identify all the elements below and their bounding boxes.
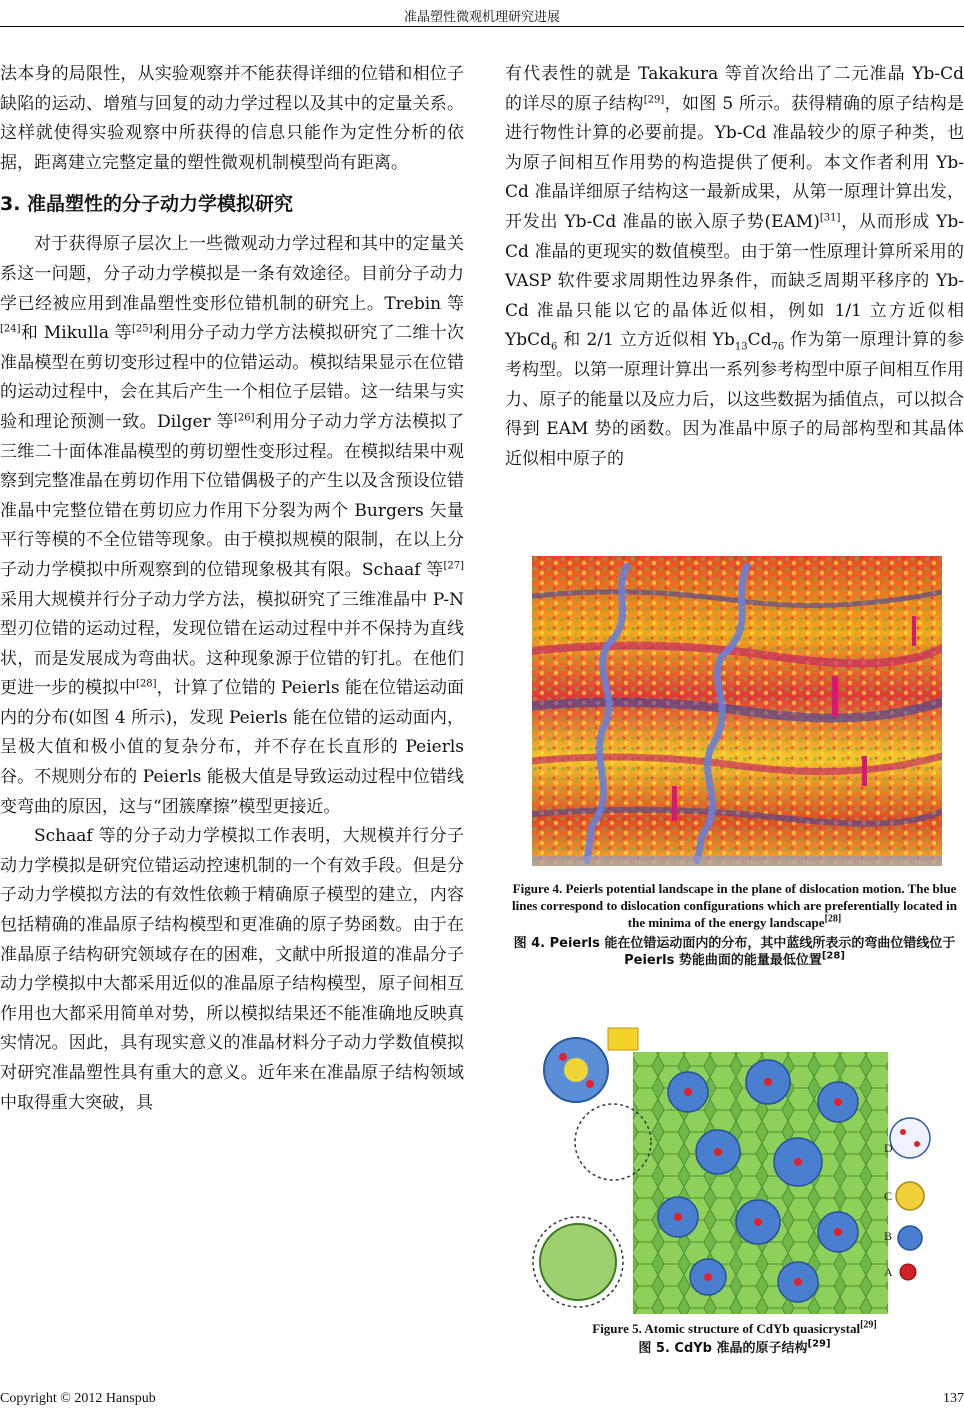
text-run: 和 Mikulla 等 <box>20 323 132 344</box>
left-column <box>0 60 464 1118</box>
page-number: 137 <box>943 1391 964 1406</box>
text-run: 作为第一原理计算的参考构型。以第一原理计算出一系列参考构型中原子间相互作用力、原子的能量以及应力后，以这些数据为插值点，可以拟合得到 EAM 势的函数。因为准晶中原子的局部构型和其晶体近似相中原子的 <box>505 330 964 469</box>
subscript: 6 <box>551 341 558 353</box>
left-paragraph-2 <box>0 230 464 822</box>
right-column <box>505 60 964 474</box>
caption-text: 图 5. CdYb 准晶的原子结构 <box>638 1341 808 1356</box>
citation-ref: [26] <box>234 412 255 424</box>
copyright-footer: Copyright © 2012 Hanspub <box>0 1391 156 1406</box>
inset-green-sphere <box>533 1217 623 1307</box>
citation-ref: [31] <box>819 212 841 224</box>
shell-legend <box>890 1118 930 1280</box>
text-run: 有代表性的就是 Takakura 等首次给出了二元准晶 Yb-Cd 的详尽的原子结构 <box>505 64 964 114</box>
text-run: 采用大规模并行分子动力学方法，模拟研究了三维准晶中 P-N 型刃位错的运动过程，发现位错在运动过程中并不保持为直线状，而是发展成为弯曲状。这种现象源于位错的钉扎。在他们更进一步的模拟中 <box>0 589 464 699</box>
figure-4-caption-en <box>505 880 964 931</box>
citation-ref: [29] <box>860 1319 877 1331</box>
text-run: ，如图 5 所示。获得精确的原子结构是进行物性计算的必要前提。Yb-Cd 准晶较少的原子种类，也为原子间相互作用势的构造提供了便利。本文作者利用 Yb-Cd 准晶详细原子结构这一最新成果，从第一原理计算出发，开发出 Yb-Cd 准晶的嵌入原子势(EAM) <box>505 93 964 232</box>
figure-4-caption-zh <box>505 935 964 969</box>
text-run: Cd <box>747 330 772 351</box>
figure-5-cdyb-structure <box>528 1022 948 1314</box>
caption-text: Figure 4. Peierls potential landscape in the plane of dislocation motion. The blue lines correspond to dislocation configurations which are preferentially located in the minima of the energy landscape <box>511 881 957 930</box>
text-run: ，计算了位错的 Peierls 能在位错运动面内的分布(如图 4 所示)，发现 Peierls 能在位错的运动面内，呈极大值和极小值的复杂分布，并不存在长直形的 Peierls 谷。不规则分布的 Peierls 能极大值是导致运动过程中位错线变弯曲的原因，这与“团簇摩擦”模型更接近。 <box>0 678 464 817</box>
citation-ref: [29] <box>643 93 665 105</box>
left-paragraph-1: 法本身的局限性，从实验观察并不能获得详细的位错和相位子缺陷的运动、增殖与回复的动力学过程以及其中的定量关系。这样就使得实验观察中所获得的信息只能作为定性分析的依据，距离建立完整定量的塑性微观机制模型尚有距离。 <box>0 64 464 173</box>
figure-4-caption <box>505 880 964 969</box>
text-run: 对于获得原子层次上一些微观动力学过程和其中的定量关系这一问题，分子动力学模拟是一条有效途径。目前分子动力学已经被应用到准晶塑性变形位错机制的研究上。Trebin 等 <box>0 234 464 314</box>
citation-ref: [28] <box>821 950 845 962</box>
figure-4-peierls-landscape <box>532 556 942 866</box>
label-b: B <box>884 1229 893 1243</box>
label-d: D <box>884 1141 893 1155</box>
caption-text: 图 4. Peierls 能在位错运动面内的分布，其中蓝线所表示的弯曲位错线位于 Peierls 势能曲面的能量最低位置 <box>513 936 956 968</box>
figure-5-caption-en <box>505 1320 964 1337</box>
text-run: 和 2/1 立方近似相 Yb <box>557 330 735 351</box>
inset-yellow-cluster <box>608 1028 638 1050</box>
citation-ref: [25] <box>131 323 153 335</box>
citation-ref: [27] <box>443 560 464 572</box>
citation-ref: [28] <box>136 678 157 690</box>
running-header: 准晶塑性微观机理研究进展 <box>403 10 560 25</box>
subscript: 13 <box>734 341 748 353</box>
text-run: 利用分子动力学方法模拟研究了二维十次准晶模型在剪切变形过程中的位错运动。模拟结果显示在位错的运动过程中，会在其后产生一个相位子层错。这一结果与实验和理论预测一致。Dilger 等 <box>0 323 464 432</box>
citation-ref: [29] <box>807 1338 831 1350</box>
header-rule <box>0 26 964 27</box>
figure-5-caption-zh <box>505 1340 964 1357</box>
text-run: ，从而形成 Yb-Cd 准晶的更现实的数值模型。由于第一性原理计算所采用的 VASP 软件要求周期性边界条件，而缺乏周期平移序的 Yb-Cd 准晶只能以它的晶体近似相，例如 1/1 立方近似相 YbCd <box>505 211 964 351</box>
subscript: 76 <box>771 341 785 353</box>
label-c: C <box>884 1189 893 1203</box>
citation-ref: [24] <box>0 323 21 335</box>
left-paragraph-3: Schaaf 等的分子动力学模拟工作表明，大规模并行分子动力学模拟是研究位错运动控速机制的一个有效手段。但是分子动力学模拟方法的有效性依赖于精确原子模型的建立，内容包括精确的准晶原子结构模型和更准确的原子势函数。由于在准晶原子结构研究领域存在的困难，文献中所报道的准晶分子动力学模拟中大都采用近似的准晶原子结构模型，原子间相互作用也大都采用简单对势，所以模拟结果还不能准确地反映真实情况。因此，具有现实意义的准晶材料分子动力学数值模拟对研究准晶塑性具有重大的意义。近年来在准晶原子结构领域中取得重大突破，具 <box>0 826 464 1113</box>
text-run: 利用分子动力学方法模拟了三维二十面体准晶模型的剪切塑性变形过程。在模拟结果中观察到完整准晶在剪切作用下位错偶极子的产生以及含预设位错准晶中完整位错在剪切应力作用下分裂为两个 Burgers 矢量平行等模的不全位错等现象。由于模拟规模的限制，在以上分子动力学模拟中所观察到的位错现象极其有限。Schaaf 等 <box>0 411 465 580</box>
right-paragraph-1 <box>505 60 964 474</box>
section-heading: 3. 准晶塑性的分子动力学模拟研究 <box>0 193 294 216</box>
caption-text: Figure 5. Atomic structure of CdYb quasicrystal <box>592 1321 861 1336</box>
figure-5-caption <box>505 1320 964 1357</box>
label-a: A <box>884 1265 893 1279</box>
citation-ref: [28] <box>824 913 842 925</box>
